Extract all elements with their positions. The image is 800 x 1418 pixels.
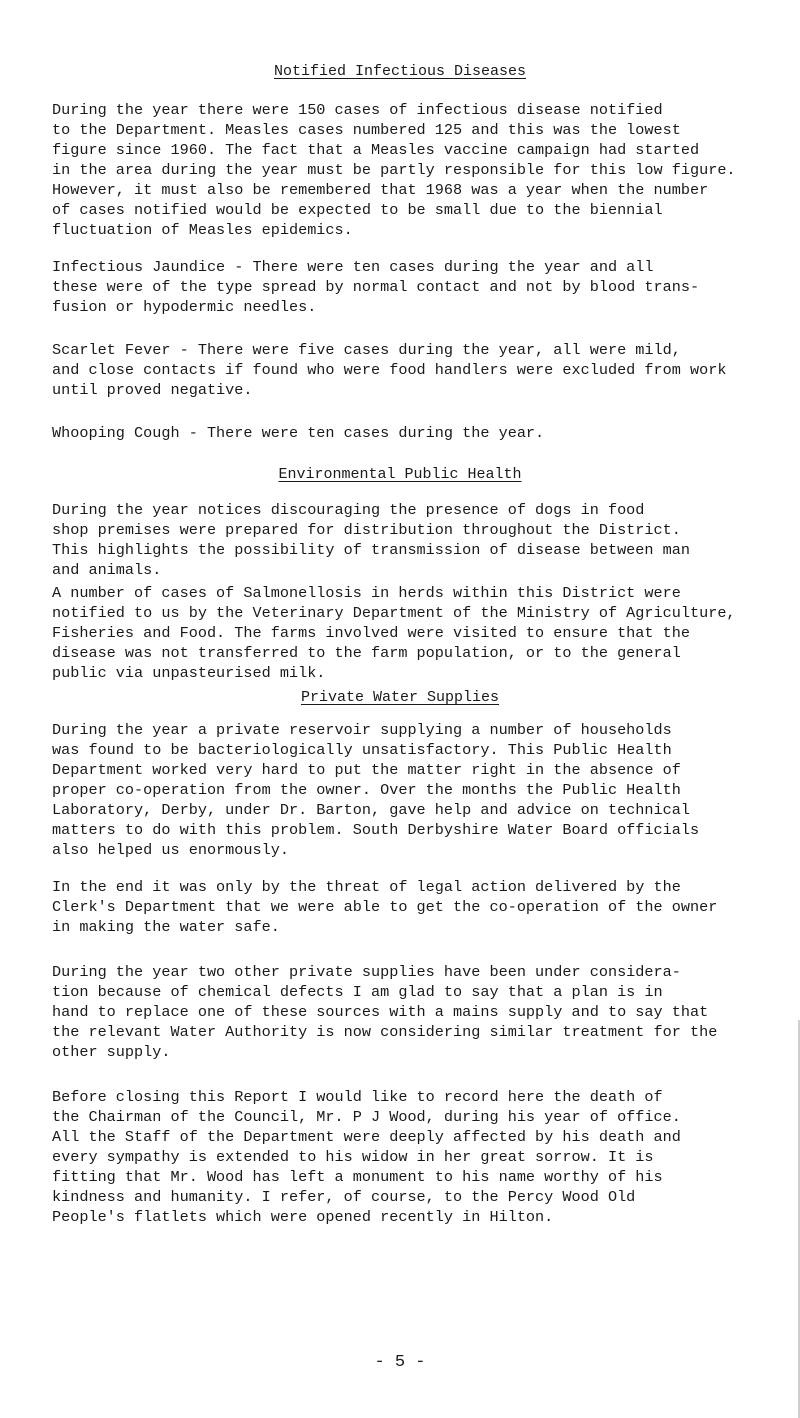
paragraph-chemical-defects: During the year two other private supplies have been under considera- tion because of chemical defects I am glad to say that a plan is in hand to replace one of these sources with a mains supply and to say that the relevant Water Authority is now considering similar treatment for the other supply. [52, 963, 718, 1061]
heading-text: Notified Infectious Diseases [273, 63, 527, 80]
paragraph-dogs-in-food-shops: During the year notices discouraging the presence of dogs in food shop premises were prepared for distribution throughout the District. This highlights the possibility of transmission of disease between man and animals. [52, 501, 690, 579]
heading-private-water-supplies [0, 688, 800, 708]
paragraph-salmonellosis: A number of cases of Salmonellosis in herds within this District were notified to us by the Veterinary Department of the Ministry of Agriculture, Fisheries and Food. The farms involved were visited to ensure that the disease was not transferred to the farm population, or to the general public via unpasteurised milk. [52, 584, 736, 682]
heading-notified-infectious-diseases [0, 62, 800, 82]
paragraph-private-reservoir: During the year a private reservoir supplying a number of households was found to be bacteriologically unsatisfactory. This Public Health Department worked very hard to put the matter right in the absence of proper co-operation from the owner. Over the months the Public Health Laboratory, Derby, under Dr. Barton, gave help and advice on technical matters to do with this problem. South Derbyshire Water Board officials also helped us enormously. [52, 721, 700, 859]
page-number: - 5 - [374, 1353, 426, 1372]
paragraph-scarlet-fever: Scarlet Fever - There were five cases during the year, all were mild, and close contacts if found who were food handlers were excluded from work until proved negative. [52, 341, 727, 399]
heading-environmental-public-health [0, 465, 800, 485]
heading-text: Private Water Supplies [300, 689, 500, 706]
paragraph-whooping-cough: Whooping Cough - There were ten cases during the year. [52, 424, 545, 442]
paragraph-chairman-tribute: Before closing this Report I would like to record here the death of the Chairman of the Council, Mr. P J Wood, during his year of office. All the Staff of the Department were deeply affected by his death and every sympathy is extended to his widow in her great sorrow. It is fitting that Mr. Wood has left a monument to his name worthy of his kindness and humanity. I refer, of course, to the Percy Wood Old People's flatlets which were opened recently in Hilton. [52, 1088, 681, 1226]
paragraph-legal-action: In the end it was only by the threat of legal action delivered by the Clerk's Department that we were able to get the co-operation of the owner in making the water safe. [52, 878, 718, 936]
paragraph-infectious-jaundice: Infectious Jaundice - There were ten cases during the year and all these were of the type spread by normal contact and not by blood trans- fusion or hypodermic needles. [52, 258, 700, 316]
paragraph-measles: During the year there were 150 cases of infectious disease notified to the Department. Measles cases numbered 125 and this was the lowest figure since 1960. The fact that a Measles vaccine campaign had started in the area during the year must be partly responsible for this low figure. However, it must also be remembered that 1968 was a year when the number of cases notified would be expected to be small due to the biennial fluctuation of Measles epidemics. [52, 101, 736, 239]
heading-text: Environmental Public Health [278, 466, 522, 483]
